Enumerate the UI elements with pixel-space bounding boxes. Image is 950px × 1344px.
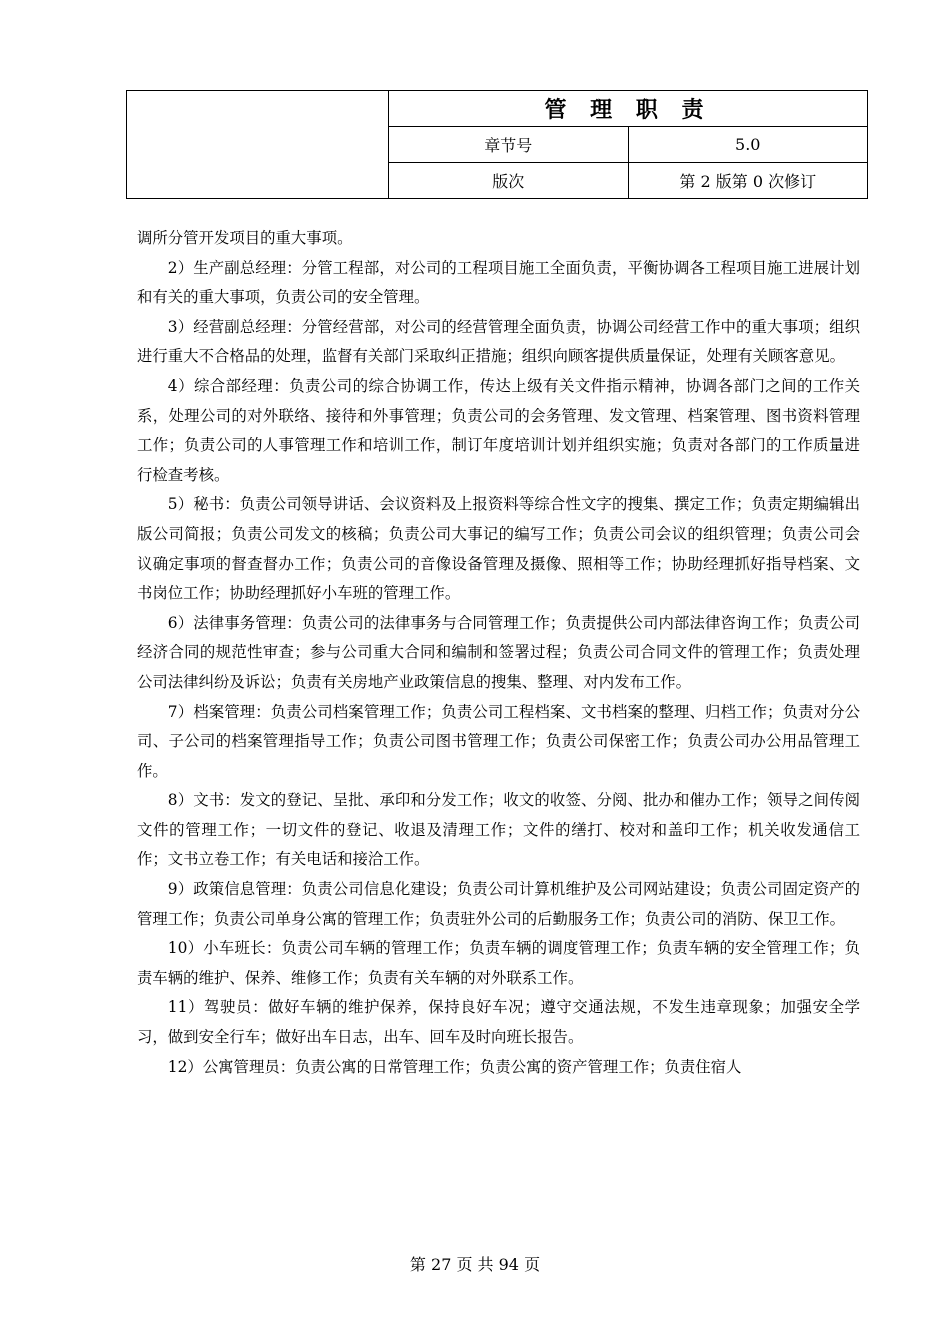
paragraph: 4）综合部经理：负责公司的综合协调工作，传达上级有关文件指示精神，协调各部门之间的工作关系，处理公司的对外联络、接待和外事管理；负责公司的会务管理、发文管理、档案管理、图书资料管理工作；负责公司的人事管理工作和培训工作，制订年度培训计划并组织实施；负责对各部门的工作质量进行检查考核。	[137, 376, 860, 484]
paragraph: 3）经营副总经理：分管经营部，对公司的经营管理全面负责，协调公司经营工作中的重大事项；组织进行重大不合格品的处理，监督有关部门采取纠正措施；组织向顾客提供质量保证，处理有关顾客意见。	[137, 317, 860, 366]
chapter-number-label: 章节号	[389, 127, 629, 163]
page-number-footer: 第 27 页 共 94 页	[409, 1255, 541, 1274]
paragraph: 11）驾驶员：做好车辆的维护保养，保持良好车况；遵守交通法规，不发生违章现象；加强安全学习，做到安全行车；做好出车日志，出车、回车及时向班长报告。	[137, 998, 860, 1047]
paragraph: 6）法律事务管理：负责公司的法律事务与合同管理工作；负责提供公司内部法律咨询工作；负责公司经济合同的规范性审查；参与公司重大合同和编制和签署过程；负责公司合同文件的管理工作；负责处理公司法律纠纷及诉讼；负责有关房地产业政策信息的搜集、整理、对内发布工作。	[137, 613, 860, 691]
paragraph: 调所分管开发项目的重大事项。	[137, 229, 353, 247]
paragraph: 10）小车班长：负责公司车辆的管理工作；负责车辆的调度管理工作；负责车辆的安全管理工作；负责车辆的维护、保养、维修工作；负责有关车辆的对外联系工作。	[137, 939, 860, 987]
logo-cell	[127, 91, 389, 199]
document-header-table	[126, 90, 868, 199]
revision-value: 第 2 版第 0 次修订	[628, 163, 868, 199]
section-title: 管 理 职 责	[389, 91, 868, 127]
paragraph: 9）政策信息管理：负责公司信息化建设；负责公司计算机维护及公司网站建设；负责公司固定资产的管理工作；负责公司单身公寓的管理工作；负责驻外公司的后勤服务工作；负责公司的消防、保卫工作。	[137, 880, 860, 928]
paragraph: 5）秘书：负责公司领导讲话、会议资料及上报资料等综合性文字的搜集、撰定工作；负责定期编辑出版公司简报；负责公司发文的核稿；负责公司大事记的编写工作；负责公司会议的组织管理；负责公司会议确定事项的督查督办工作；负责公司的音像设备管理及摄像、照相等工作；协助经理抓好指导档案、文书岗位工作；协助经理抓好小车班的管理工作。	[137, 495, 860, 603]
document-body	[137, 224, 860, 1082]
chapter-number-value: 5.0	[628, 127, 868, 163]
paragraph: 7）档案管理：负责公司档案管理工作；负责公司工程档案、文书档案的整理、归档工作；负责对分公司、子公司的档案管理指导工作；负责公司图书管理工作；负责公司保密工作；负责公司办公用品管理工作。	[137, 702, 860, 780]
paragraph: 12）公寓管理员：负责公寓的日常管理工作；负责公寓的资产管理工作；负责住宿人	[167, 1057, 742, 1076]
paragraph: 2）生产副总经理：分管工程部，对公司的工程项目施工全面负责，平衡协调各工程项目施工进展计划和有关的重大事项，负责公司的安全管理。	[137, 258, 860, 307]
revision-label: 版次	[389, 163, 629, 199]
paragraph: 8）文书：发文的登记、呈批、承印和分发工作；收文的收签、分阅、批办和催办工作；领导之间传阅文件的管理工作；一切文件的登记、收退及清理工作；文件的缮打、校对和盖印工作；机关收发通信工作；文书立卷工作；有关电话和接洽工作。	[137, 791, 860, 869]
